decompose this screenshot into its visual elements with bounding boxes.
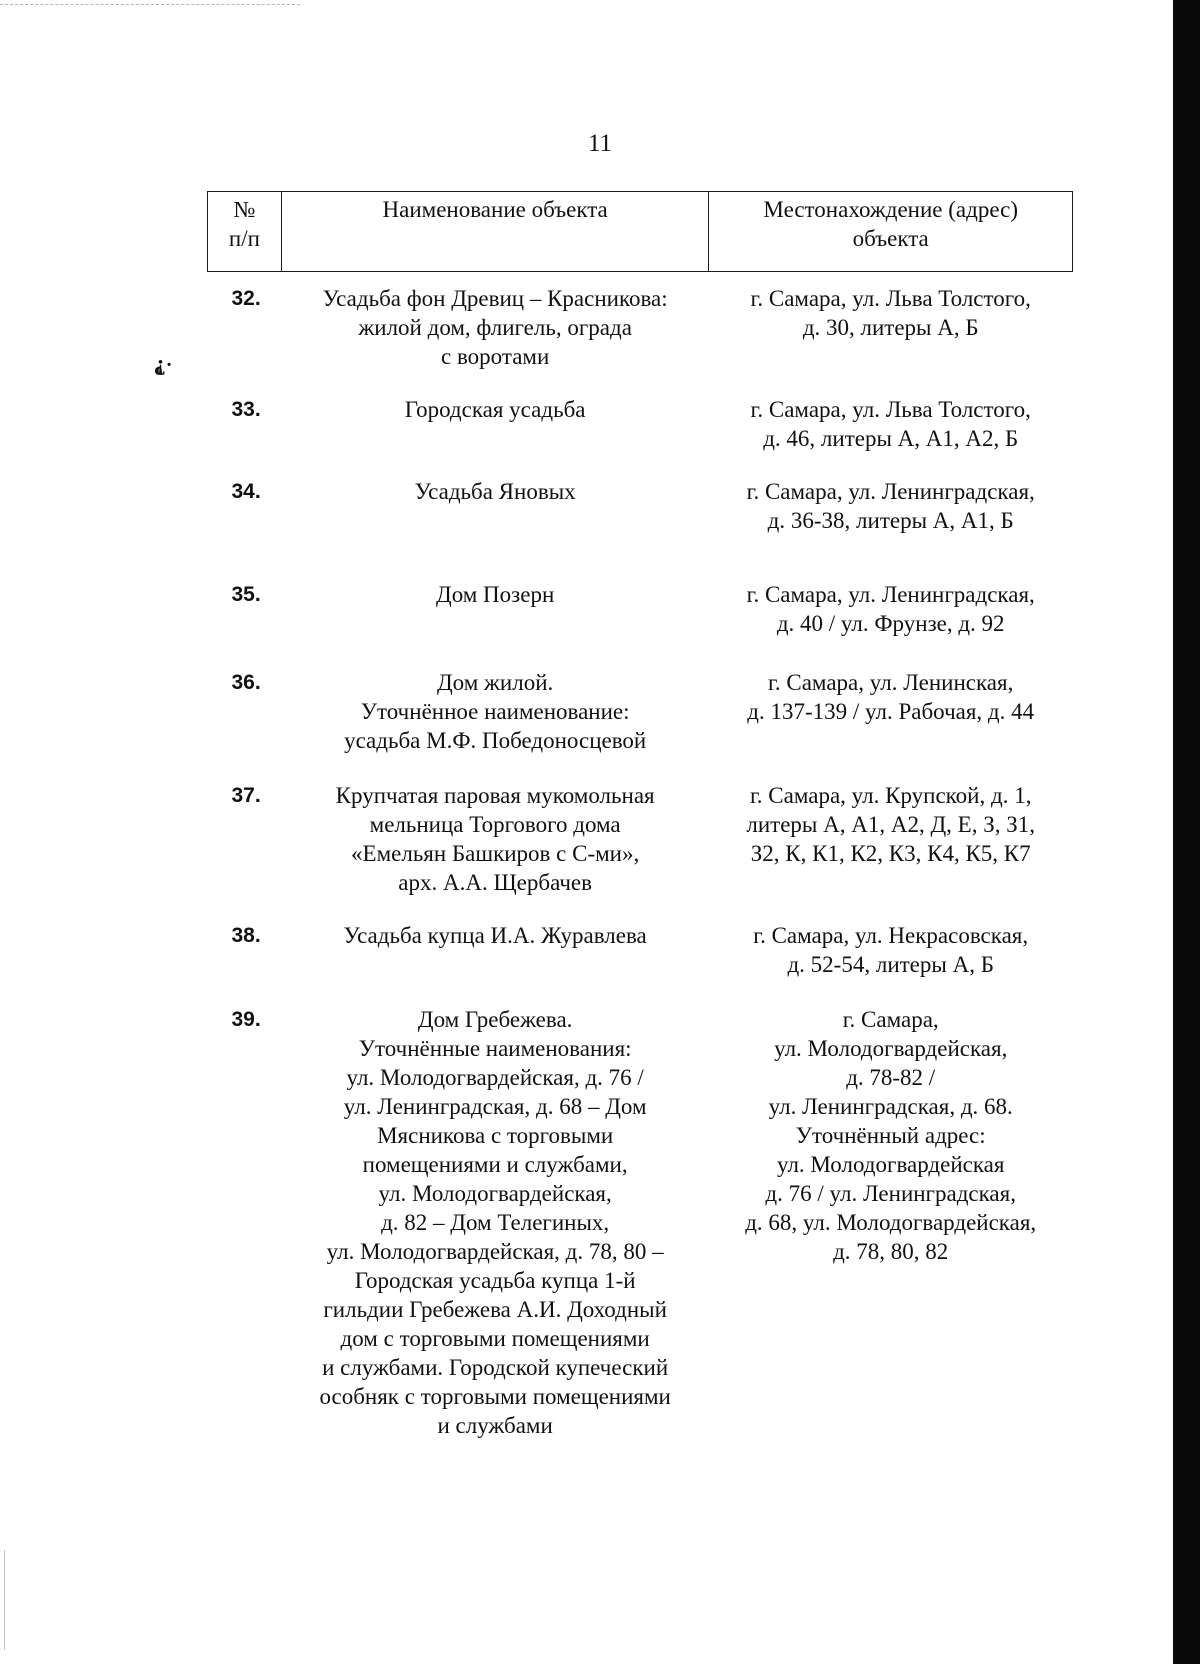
row-number: 36. (231, 671, 261, 694)
object-name-line: Дом жилой. (436, 670, 554, 695)
row-number: 34. (231, 480, 261, 503)
object-address (709, 755, 1073, 897)
object-address-line: ул. Молодогвардейская, (774, 1036, 1008, 1061)
object-name (281, 371, 709, 453)
object-name-line: и службами. Городской купеческий (322, 1355, 669, 1380)
object-name-line: ул. Молодогвардейская, д. 78, 80 – (326, 1239, 664, 1264)
object-name-line: с воротами (441, 344, 550, 369)
object-address-line: д. 68, ул. Молодогвардейская, (745, 1210, 1037, 1235)
object-name-line: Усадьба Яновых (414, 479, 576, 504)
object-name-line: «Емельян Башкиров с С-ми», (351, 841, 640, 866)
object-address (709, 638, 1073, 755)
header-address-line: Местонахождение (адрес) (763, 197, 1018, 222)
object-address-line: литеры А, А1, А2, Д, Е, З, З1, (746, 812, 1036, 837)
row-number: 37. (231, 784, 261, 807)
object-name-line: ул. Молодогвардейская, (378, 1181, 612, 1206)
object-name (281, 755, 709, 897)
object-address-line: д. 40 / ул. Фрунзе, д. 92 (776, 611, 1005, 636)
object-name (281, 272, 709, 372)
object-address-line: г. Самара, ул. Крупской, д. 1, (749, 783, 1032, 808)
object-address (709, 979, 1073, 1440)
object-address-line: г. Самара, ул. Некрасовская, (753, 923, 1029, 948)
object-name (281, 979, 709, 1440)
object-name-line: и службами (437, 1413, 553, 1438)
object-name (281, 638, 709, 755)
page-number: 11 (587, 130, 613, 157)
object-address-line: д. 137-139 / ул. Рабочая, д. 44 (747, 699, 1035, 724)
object-address (709, 272, 1073, 372)
object-address (709, 453, 1073, 535)
object-address-line: ул. Молодогвардейская (776, 1152, 1005, 1177)
object-address-line: г. Самара, ул. Ленинградская, (746, 479, 1035, 504)
header-name (281, 192, 709, 272)
object-name-line: Дом Позерн (436, 582, 555, 607)
object-name-line: особняк с торговыми помещениями (319, 1384, 671, 1409)
object-address-line: г. Самара, ул. Льва Толстого, (750, 397, 1031, 422)
margin-mark: ⸘· (154, 354, 173, 376)
object-address-line: ул. Ленинградская, д. 68. (768, 1094, 1013, 1119)
row-number: 39. (231, 1008, 261, 1031)
object-name-line: Крупчатая паровая мукомольная (335, 783, 655, 808)
object-address-line: г. Самара, ул. Ленинградская, (746, 582, 1035, 607)
header-address-line: объекта (852, 226, 929, 251)
object-address-line: д. 78-82 / (846, 1065, 936, 1090)
object-address-line: г. Самара, ул. Льва Толстого, (750, 286, 1031, 311)
object-address (709, 371, 1073, 453)
object-address-line: г. Самара, (842, 1007, 939, 1032)
object-name (281, 535, 709, 638)
row-number: 38. (231, 924, 261, 947)
table-body (208, 272, 1073, 1441)
header-number-line: п/п (228, 226, 260, 251)
object-name-line: усадьба М.Ф. Победоносцевой (344, 728, 647, 753)
table-row (208, 638, 1073, 755)
object-name-line: Дом Гребежева. (417, 1007, 573, 1032)
table-row (208, 371, 1073, 453)
object-name-line: Усадьба фон Древиц – Красникова: (322, 286, 668, 311)
object-name-line: Городская усадьба купца 1-й (354, 1268, 636, 1293)
object-name-line: Городская усадьба (404, 397, 586, 422)
object-name-line: арх. А.А. Щербачев (398, 870, 592, 895)
object-name (281, 453, 709, 535)
row-number: 33. (231, 398, 261, 421)
object-address-line: г. Самара, ул. Ленинская, (768, 670, 1014, 695)
object-name-line: Уточнённые наименования: (358, 1036, 632, 1061)
object-address-line: д. 46, литеры А, А1, А2, Б (763, 426, 1019, 451)
object-name-line: дом с торговыми помещениями (340, 1326, 650, 1351)
table-row (208, 535, 1073, 638)
object-address-line: д. 36-38, литеры А, А1, Б (767, 508, 1014, 533)
object-name-line: Усадьба купца И.А. Журавлева (343, 923, 647, 948)
header-name-line: Наименование объекта (382, 197, 608, 222)
scan-edge-bar (1173, 0, 1200, 1664)
header-number (208, 192, 282, 272)
object-address-line: д. 52-54, литеры А, Б (787, 952, 994, 977)
table-row (208, 453, 1073, 535)
object-name-line: мельница Торгового дома (369, 812, 621, 837)
object-address-line: Уточнённый адрес: (795, 1123, 986, 1148)
object-name-line: гильдии Гребежева А.И. Доходный (323, 1297, 667, 1322)
object-name-line: Мясникова с торговыми (377, 1123, 614, 1148)
object-address (709, 535, 1073, 638)
object-address-line: д. 30, литеры А, Б (802, 315, 979, 340)
object-address-line: д. 76 / ул. Ленинградская, (765, 1181, 1016, 1206)
row-number: 35. (231, 583, 261, 606)
object-name-line: жилой дом, флигель, ограда (358, 315, 632, 340)
row-number: 32. (231, 287, 261, 310)
scan-artifact-edge (4, 1550, 5, 1650)
table-row (208, 755, 1073, 897)
table-row (208, 979, 1073, 1440)
object-name-line: помещениями и службами, (362, 1152, 628, 1177)
table-row (208, 272, 1073, 372)
object-address-line: З2, К, К1, К2, К3, К4, К5, К7 (750, 841, 1031, 866)
object-address (709, 897, 1073, 979)
object-name-line: Уточнённое наименование: (360, 699, 630, 724)
object-address-line: д. 78, 80, 82 (833, 1239, 949, 1264)
header-number-line: № (233, 197, 256, 222)
header-address (709, 192, 1073, 272)
object-name (281, 897, 709, 979)
object-name-line: ул. Ленинградская, д. 68 – Дом (343, 1094, 647, 1119)
scan-artifact-line (0, 4, 300, 5)
heritage-objects-table (207, 191, 1073, 1440)
object-name-line: ул. Молодогвардейская, д. 76 / (346, 1065, 644, 1090)
table-header-row (208, 192, 1073, 272)
table-row (208, 897, 1073, 979)
object-name-line: д. 82 – Дом Телегиных, (381, 1210, 610, 1235)
